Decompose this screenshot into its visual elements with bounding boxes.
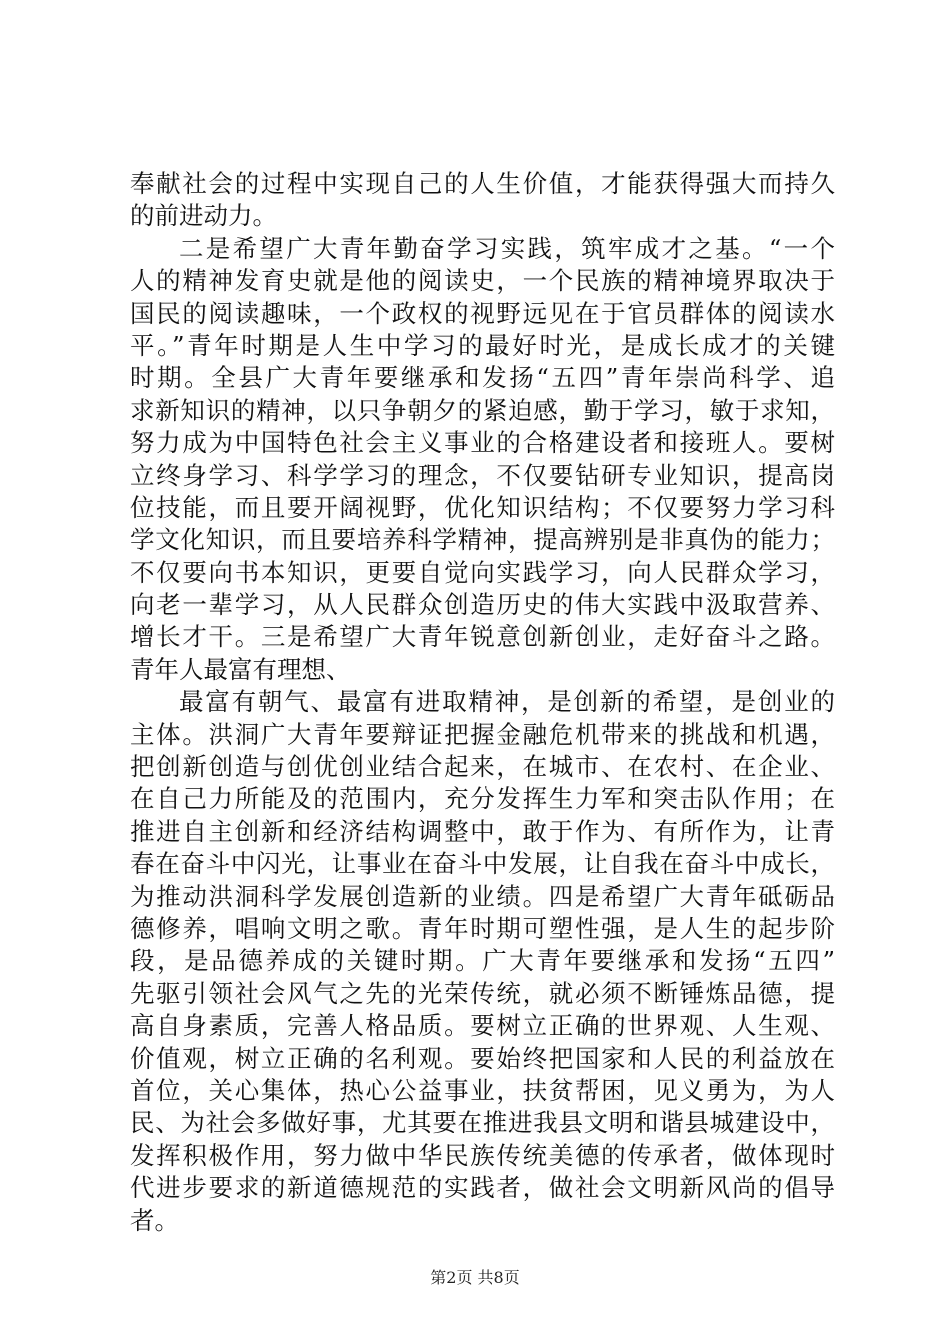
text-line: 段，是品德养成的关键时期。广大青年要继承和发扬“五四” [130,946,835,976]
text-line: 立终身学习、科学学习的理念，不仅要钻研专业知识，提高岗 [130,460,835,490]
text-line: 在自己力所能及的范围内，充分发挥生力军和突击队作用；在 [130,784,835,814]
page-footer [0,1268,950,1288]
page-number-label: 第2页 共8页 [430,1268,520,1287]
text-line: 民、为社会多做好事，尤其要在推进我县文明和谐县城建设中， [130,1108,835,1138]
text-line: 求新知识的精神，以只争朝夕的紧迫感，勤于学习，敏于求知， [130,395,835,425]
text-line: 价值观，树立正确的名利观。要始终把国家和人民的利益放在 [130,1043,835,1073]
text-line: 国民的阅读趣味，一个政权的视野远见在于官员群体的阅读水 [130,298,835,328]
text-line: 推进自主创新和经济结构调整中，敢于作为、有所作为，让青 [130,816,835,846]
paragraph [130,233,835,686]
text-line: 位技能，而且要开阔视野，优化知识结构；不仅要努力学习科 [130,492,835,522]
text-line: 发挥积极作用，努力做中华民族传统美德的传承者，做体现时 [130,1140,835,1170]
text-line: 时期。全县广大青年要继承和发扬“五四”青年崇尚科学、追 [130,363,835,393]
text-line: 高自身素质，完善人格品质。要树立正确的世界观、人生观、 [130,1011,835,1041]
text-line: 学文化知识，而且要培养科学精神，提高辨别是非真伪的能力； [130,525,835,555]
text-line: 奉献社会的过程中实现自己的人生价值，才能获得强大而持久 [130,169,835,198]
paragraph [130,686,835,1237]
text-line: 先驱引领社会风气之先的光荣传统，就必须不断锤炼品德，提 [130,978,835,1008]
text-line: 首位，关心集体，热心公益事业，扶贫帮困，见义勇为，为人 [130,1075,835,1105]
paragraph [130,168,835,233]
text-line: 者。 [130,1205,179,1235]
text-line: 为推动洪洞科学发展创造新的业绩。四是希望广大青年砥砺品 [130,881,835,911]
text-line: 主体。洪洞广大青年要辩证把握金融危机带来的挑战和机遇， [130,719,835,749]
text-line: 平。”青年时期是人生中学习的最好时光，是成长成才的关键 [130,330,835,360]
text-line: 人的精神发育史就是他的阅读史，一个民族的精神境界取决于 [130,266,835,296]
text-line: 向老一辈学习，从人民群众创造历史的伟大实践中汲取营养、 [130,590,835,620]
text-line: 代进步要求的新道德规范的实践者，做社会文明新风尚的倡导 [130,1173,835,1203]
document-body [130,168,835,1237]
text-line: 青年人最富有理想、 [130,654,351,684]
text-line: 不仅要向书本知识，更要自觉向实践学习，向人民群众学习， [130,557,835,587]
text-line: 努力成为中国特色社会主义事业的合格建设者和接班人。要树 [130,428,835,458]
text-line: 的前进动力。 [130,201,277,231]
text-line: 最富有朝气、最富有进取精神，是创新的希望，是创业的 [179,687,835,717]
text-line: 德修养，唱响文明之歌。青年时期可塑性强，是人生的起步阶 [130,913,835,943]
text-line: 增长才干。三是希望广大青年锐意创新创业，走好奋斗之路。 [130,622,835,652]
text-line: 春在奋斗中闪光，让事业在奋斗中发展，让自我在奋斗中成长， [130,849,835,879]
text-line: 把创新创造与创优创业结合起来，在城市、在农村、在企业、 [130,752,835,782]
text-line: 二是希望广大青年勤奋学习实践，筑牢成才之基。“一个 [179,233,835,263]
